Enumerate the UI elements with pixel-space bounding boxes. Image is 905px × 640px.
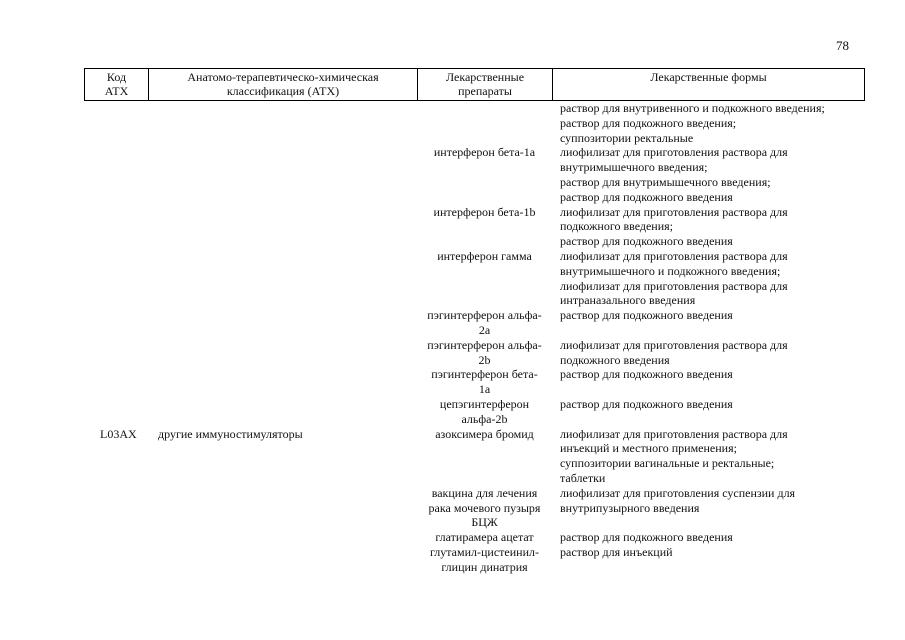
dosage-form-line: раствор для подкожного введения;: [560, 115, 737, 130]
header-text: Лекарственные формы: [650, 70, 767, 84]
dosage-form-line: раствор для подкожного введения: [560, 530, 733, 545]
dosage-form-line: инъекций и местного применения;: [560, 441, 737, 456]
header-text: Лекарственные: [445, 70, 525, 84]
dosage-form-line: внутримышечного введения;: [560, 160, 708, 175]
dosage-form-line: суппозитории ректальные: [560, 130, 694, 145]
header-drugs-column: [418, 69, 553, 100]
dosage-forms: [560, 308, 860, 323]
drug-name: [417, 545, 552, 575]
page-number: 78: [836, 38, 849, 53]
drug-name-line: пэгинтерферон бета-: [431, 367, 538, 382]
drug-name-line: глатирамера ацетат: [435, 530, 534, 545]
drug-name-line: альфа-2b: [461, 411, 508, 426]
dosage-form-line: раствор для инъекций: [560, 545, 673, 559]
drug-name-line: 2a: [478, 322, 491, 337]
header-text: Анатомо-терапевтическо-химическая: [187, 70, 379, 84]
dosage-form-line: лиофилизат для приготовления раствора для: [560, 204, 788, 219]
dosage-form-line: подкожного введения: [560, 352, 670, 367]
dosage-forms: [560, 145, 860, 204]
drug-name-line: интерферон бета-1a: [433, 145, 536, 160]
drug-name-line: рака мочевого пузыря: [428, 500, 541, 515]
header-classification-column: [149, 69, 418, 100]
dosage-form-line: раствор для внутримышечного введения;: [560, 174, 771, 189]
header-text: классификация (АТХ): [226, 84, 340, 98]
table-header: [84, 68, 865, 101]
dosage-form-line: интраназального введения: [560, 293, 696, 308]
drug-name-line: интерферон бета-1b: [433, 204, 536, 219]
dosage-form-line: лиофилизат для приготовления раствора для: [560, 249, 788, 263]
dosage-form-line: таблетки: [560, 470, 606, 485]
dosage-forms: [560, 486, 860, 516]
drug-name-line: БЦЖ: [471, 515, 498, 530]
dosage-form-line: лиофилизат для приготовления раствора для: [560, 278, 788, 293]
dosage-form-line: раствор для подкожного введения: [560, 397, 733, 411]
dosage-forms: [560, 545, 860, 560]
drug-name-line: глутамил-цистеинил-: [429, 545, 539, 559]
dosage-forms: [560, 367, 860, 382]
header-forms-column: [553, 69, 864, 100]
dosage-form-line: лиофилизат для приготовления раствора для: [560, 145, 788, 160]
header-code-column: [85, 69, 149, 100]
header-text: препараты: [458, 84, 512, 98]
dosage-forms: [560, 530, 860, 545]
dosage-form-line: внутрипузырного введения: [560, 500, 700, 515]
drug-name-line: глицин динатрия: [441, 559, 528, 574]
dosage-form-line: подкожного введения;: [560, 219, 673, 234]
dosage-forms: [560, 427, 860, 486]
dosage-form-line: раствор для подкожного введения: [560, 308, 733, 323]
header-text: АТХ: [104, 84, 129, 98]
drug-name: [417, 249, 552, 264]
dosage-form-line: лиофилизат для приготовления раствора для: [560, 426, 788, 441]
drug-name: [417, 205, 552, 220]
dosage-form-line: внутримышечного и подкожного введения;: [560, 263, 781, 278]
dosage-form-line: лиофилизат для приготовления суспензии для: [560, 485, 796, 500]
drug-name-line: азоксимера бромид: [435, 426, 534, 441]
dosage-forms: [560, 338, 860, 368]
drug-name-line: вакцина для лечения: [431, 485, 538, 500]
dosage-forms: [560, 397, 860, 412]
drug-name: [417, 397, 552, 427]
dosage-form-line: суппозитории вагинальные и ректальные;: [560, 456, 775, 471]
header-text: Код: [106, 70, 127, 84]
drug-name-line: интерферон гамма: [437, 249, 532, 263]
atc-table: [84, 68, 865, 574]
drug-name: [417, 486, 552, 530]
dosage-form-line: лиофилизат для приготовления раствора для: [560, 337, 788, 352]
dosage-forms: [560, 101, 860, 145]
drug-name-line: пэгинтерферон альфа-: [427, 308, 542, 323]
drug-name: [417, 427, 552, 442]
dosage-form-line: раствор для подкожного введения: [560, 189, 733, 204]
dosage-form-line: раствор для подкожного введения: [560, 367, 733, 382]
dosage-form-line: раствор для внутривенного и подкожного введения;: [560, 101, 825, 115]
atc-code: L03AX: [100, 426, 137, 441]
drug-name: [417, 530, 552, 545]
drug-name-line: цепэгинтерферон: [439, 397, 530, 411]
drug-name: [417, 367, 552, 397]
drug-name-line: 2b: [478, 352, 491, 367]
drug-name: [417, 308, 552, 338]
dosage-forms: [560, 249, 860, 308]
dosage-form-line: раствор для подкожного введения: [560, 234, 733, 249]
drug-name: [417, 145, 552, 160]
dosage-forms: [560, 205, 860, 249]
drug-name-line: 1a: [478, 382, 491, 397]
drug-name-line: пэгинтерферон альфа-: [427, 337, 542, 352]
drug-name: [417, 338, 552, 368]
atc-classification: другие иммуностимуляторы: [158, 426, 303, 441]
